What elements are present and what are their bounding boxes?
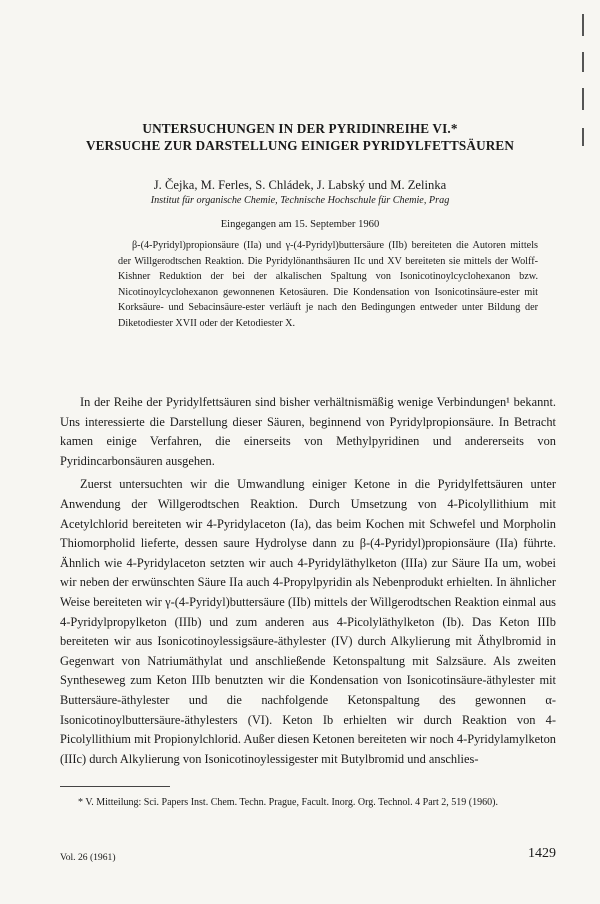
footnote: * V. Mitteilung: Sci. Papers Inst. Chem. Techn. Prague, Facult. Inorg. Org. Technol. 4 Part 2, 519 (1960). xyxy=(78,797,498,808)
article-title xyxy=(0,120,600,154)
received-date: Eingegangen am 15. September 1960 xyxy=(220,219,380,230)
body-paragraph-1: In der Reihe der Pyridylfettsäuren sind bisher verhältnismäßig wenige Verbindungen¹ bekannt. Uns interessierte die Darstellung dieser Säuren, beginnend von Pyridylpropionsäure. In Betracht kamen einige Verfahren, die einerseits von Methylpyridinen und andererseits von Pyridincarbonsäuren ausgehen. xyxy=(60,395,556,468)
footnote-rule xyxy=(60,786,170,787)
body-text xyxy=(60,393,556,773)
authors: J. Čejka, M. Ferles, S. Chládek, J. Labský und M. Zelinka xyxy=(153,178,447,192)
abstract-text: β-(4-Pyridyl)propionsäure (IIa) und γ-(4-Pyridyl)buttersäure (IIb) bereiteten die Autoren mittels der Willgerodtschen Reaktion. Die Pyridylönanthsäuren IIc und XV bereiteten sie mittels der Wolff-Kishner Reduktion der bei der alkalischen Spaltung von Isonicotinoylcyclohexanon bzw. Nicotinoylcyclohexanon gewonnenen Ketosäuren. Die Kondensation von Isonicotinsäure-ester mit Korksäure- und Sebacinsäure-ester verläuft je nach den Bedingungen entweder unter Bildung der Diketodiester XVII oder der Ketodiester X. xyxy=(118,240,538,329)
institute: Institut für organische Chemie, Technische Hochschule für Chemie, Prag xyxy=(150,195,450,206)
title-line-2: VERSUCHE ZUR DARSTELLUNG EINIGER PYRIDYLFETTSÄUREN xyxy=(85,138,515,153)
body-paragraph-2: Zuerst untersuchten wir die Umwandlung einiger Ketone in die Pyridylfettsäuren unter Anwendung der Willgerodtschen Reaktion. Durch Umsetzung von 4-Picolyllithium mit Acetylchlorid bereiteten wir 4-Pyridylaceton (Ia), das beim Kochen mit Schwefel und Morpholin Thiomorpholid lieferte, dessen saure Hydrolyse dann zu β-(4-Pyridyl)propionsäure (IIa) führte. Ähnlich wie 4-Pyridylaceton setzten wir auch 4-Pyridyläthylketon (IIIa) zur Säure IIa um, wobei wir neben der erwünschten Säure IIa auch 4-Propylpyridin als Nebenprodukt erhielten. In ähnlicher Weise bereiteten wir γ-(4-Pyridyl)buttersäure (IIb) mittels der Willgerodtschen Reaktion einmal aus 4-Pyridylpropylketon (IIIb) und zum anderen aus 4-Picolyläthylketon (Ib). Das Keton IIIb bereiteten wir aus Isonicotinoylessigsäure-äthylester (IV) durch Alkylierung mit Äthylbromid in Gegenwart von Natriumäthylat und anschließende Ketonspaltung mit Salzsäure. Als zweiten Syntheseweg zum Keton IIIb benutzten wir die Kondensation von Isonicotinsäure-äthylester mit Buttersäure-äthylester und die nachfolgende Ketonspaltung des gewonnen α-Isonicotinoylbuttersäure-äthylesters (VI). Keton Ib erhielten wir durch Reaktion von 4-Picolyllithium mit Propionylchlorid. Außer diesen Ketonen bereiteten wir noch 4-Pyridylamylketon (IIIc) durch Alkylierung von Isonicotinoylessigester mit Butylbromid und anschlies- xyxy=(60,477,556,766)
page-number: 1429 xyxy=(528,846,556,861)
title-line-1: UNTERSUCHUNGEN IN DER PYRIDINREIHE VI.* xyxy=(142,121,458,136)
abstract xyxy=(118,238,538,332)
volume-info: Vol. 26 (1961) xyxy=(60,852,116,863)
